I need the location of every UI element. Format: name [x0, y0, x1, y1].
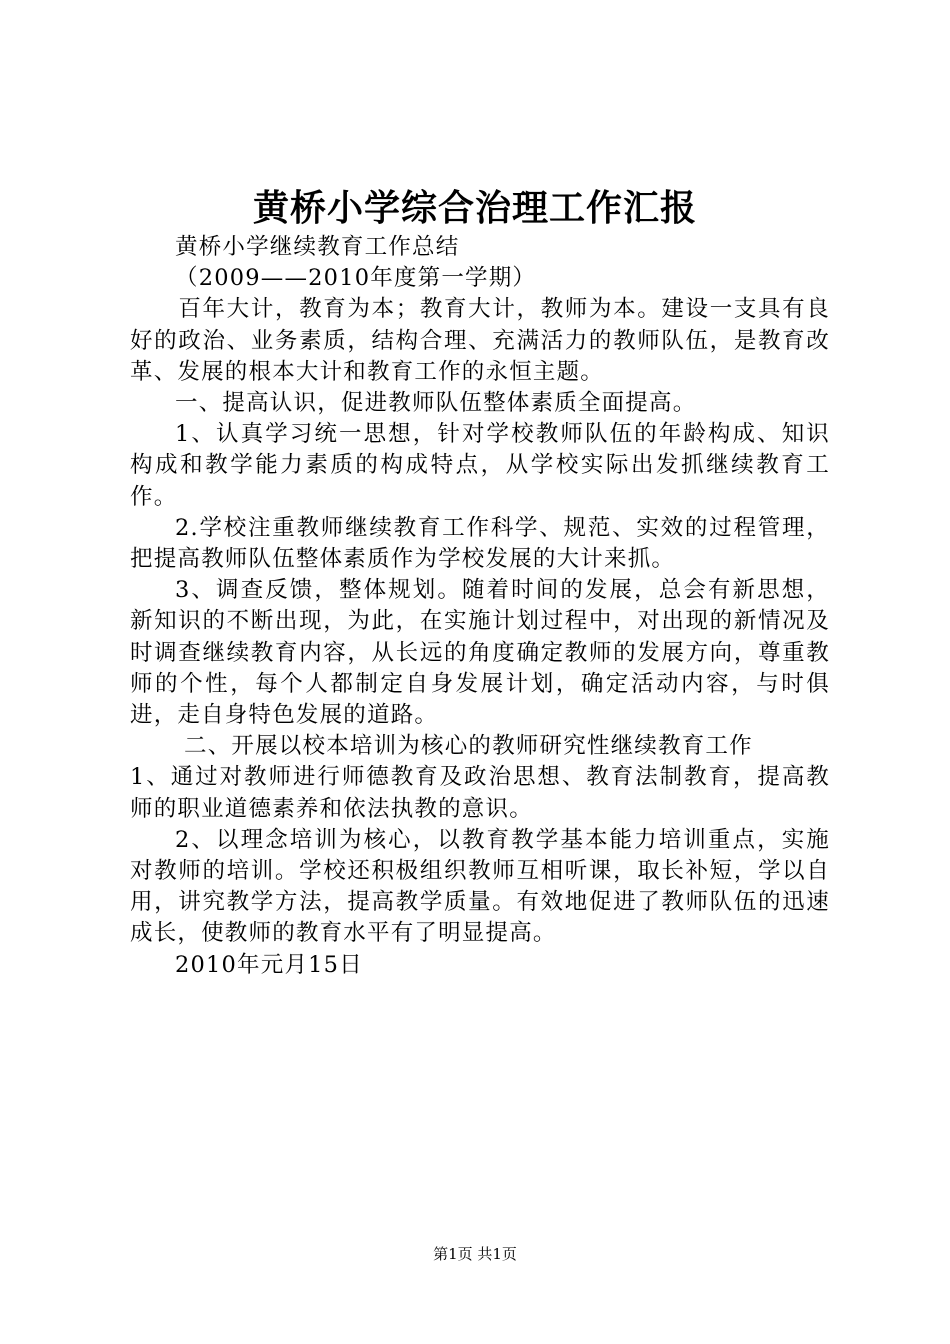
paragraph-item-4: 1、通过对教师进行师德教育及政治思想、教育法制教育，提高教师的职业道德素养和依法执教的意识。 — [130, 764, 830, 822]
document-title: 黄桥小学综合治理工作汇报 — [252, 187, 697, 229]
paragraph-item-3: 3、调查反馈，整体规划。随着时间的发展，总会有新思想，新知识的不断出现，为此，在实施计划过程中，对出现的新情况及时调查继续教育内容，从长远的角度确定教师的发展方向，尊重教师的个性，每个人都制定自身发展计划，确定活动内容，与时俱进，走自身特色发展的道路。 — [130, 577, 830, 729]
term-line: （2009——2010年度第一学期） — [175, 265, 537, 292]
document-date: 2010年元月15日 — [175, 951, 363, 978]
intro-paragraph: 百年大计，教育为本；教育大计，教师为本。建设一支具有良好的政治、业务素质，结构合理、充满活力的教师队伍，是教育改革、发展的根本大计和教育工作的永恒主题。 — [130, 296, 830, 385]
paragraph-item-5: 2、以理念培训为核心，以教育教学基本能力培训重点，实施对教师的培训。学校还积极组织教师互相听课，取长补短，学以自用，讲究教学方法，提高教学质量。有效地促进了教师队伍的迅速成长，使教师的教育水平有了明显提高。 — [130, 826, 830, 947]
paragraph-item-2: 2.学校注重教师继续教育工作科学、规范、实效的过程管理，把提高教师队伍整体素质作为学校发展的大计来抓。 — [130, 514, 830, 573]
document-body — [130, 232, 830, 981]
page-footer: 第1页 共1页 — [433, 1245, 517, 1263]
section-heading-1: 一、提高认识，促进教师队伍整体素质全面提高。 — [175, 390, 697, 417]
paragraph-item-1: 1、认真学习统一思想，针对学校教师队伍的年龄构成、知识构成和教学能力素质的构成特点，从学校实际出发抓继续教育工作。 — [130, 421, 830, 510]
section-heading-2: 二、开展以校本培训为核心的教师研究性继续教育工作 — [184, 733, 753, 760]
subtitle: 黄桥小学继续教育工作总结 — [175, 234, 460, 260]
